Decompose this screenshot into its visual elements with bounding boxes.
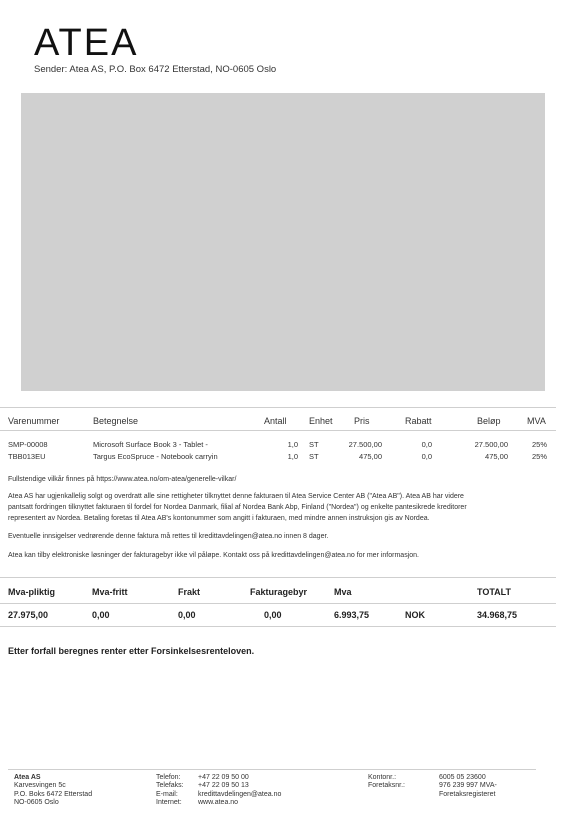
summary-header-frakt: Frakt (178, 587, 201, 597)
redacted-area (21, 93, 545, 391)
value-email[interactable]: kredittavdelingen@atea.no (198, 790, 282, 798)
footer-contact-labels (156, 774, 184, 808)
footer-account-values (439, 774, 497, 799)
cell-antall: 1,0 (287, 440, 298, 449)
footer-contact-values (198, 774, 281, 808)
assignment-text-line-2: pantsatt fordringen tilknyttet fakturaen til fordel for Nordea Danmark, filial af Nordea Bank Abp, Finland ("Nordea") og enkelte pantesikrede kreditorer (8, 504, 467, 511)
objections-text: Eventuelle innsigelser vedrørende denne faktura må rettes til kredittavdelingen@atea.no innen 8 dager. (8, 533, 329, 540)
footer-rule (8, 769, 536, 770)
cell-belop: 475,00 (485, 452, 508, 461)
value-internet[interactable]: www.atea.no (198, 799, 239, 807)
summary-mid-rule (0, 603, 556, 604)
col-header-antall: Antall (264, 416, 287, 426)
value-foretaksregister: Foretaksregisteret (439, 790, 496, 798)
table-top-rule (0, 407, 556, 408)
col-header-rabatt: Rabatt (405, 416, 432, 426)
cell-betegnelse: Microsoft Surface Book 3 - Tablet - (93, 440, 208, 449)
value-kontonr: 6005 05 23600 (439, 774, 486, 781)
footer-account-labels (368, 774, 405, 791)
col-header-varenummer: Varenummer (8, 416, 60, 426)
summary-bottom-rule (0, 626, 556, 627)
summary-value-mva: 6.993,75 (334, 610, 370, 620)
summary-header-mva-fritt: Mva-fritt (92, 587, 128, 597)
summary-value-frakt: 0,00 (178, 610, 196, 620)
footer-address (14, 774, 92, 808)
cell-rabatt: 0,0 (421, 452, 432, 461)
label-kontonr: Kontonr.: (368, 774, 397, 781)
cell-mva: 25% (531, 440, 547, 449)
col-header-pris: Pris (354, 416, 370, 426)
summary-value-mva-fritt: 0,00 (92, 610, 110, 620)
footer-postbox: P.O. Boks 6472 Etterstad (14, 790, 93, 798)
cell-pris: 475,00 (359, 452, 382, 461)
col-header-betegnelse: Betegnelse (93, 416, 139, 426)
cell-betegnelse: Targus EcoSpruce - Notebook carryin (93, 452, 218, 461)
cell-varenummer: SMP-00008 (8, 440, 48, 449)
label-email: E-mail: (156, 790, 178, 798)
assignment-text-line-3: representert av Nordea. Betaling foretas til Atea AB's kontonummer som angitt i fakturaen, med mindre annen instruksjon gis av Nordea. (8, 515, 430, 522)
value-telefaks: +47 22 09 50 13 (198, 782, 249, 790)
summary-value-mva-pliktig: 27.975,00 (8, 610, 49, 620)
col-header-belop: Beløp (477, 416, 501, 426)
summary-header-totalt: TOTALT (477, 587, 511, 597)
footer-city: NO-0605 Oslo (14, 799, 59, 807)
footer-street: Karvesvingen 5c (14, 782, 66, 790)
interest-note: Etter forfall beregnes renter etter Forsinkelsesrenteloven. (8, 646, 255, 656)
atea-logo: ATEA (34, 22, 139, 64)
sender-address: Sender: Atea AS, P.O. Box 6472 Etterstad, NO-0605 Oslo (34, 64, 277, 75)
summary-value-fakturagebyr: 0,00 (264, 610, 282, 620)
label-foretaksnr: Foretaksnr.: (368, 782, 405, 790)
summary-header-mva: Mva (334, 587, 352, 597)
cell-pris: 27.500,00 (348, 440, 382, 449)
electronic-invoice-text: Atea kan tilby elektroniske løsninger der fakturagebyr ikke vil påløpe. Kontakt oss på kredittavdelingen@atea.no for mer informasjon. (8, 552, 419, 559)
terms-text: Fullstendige vilkår finnes på https://www.atea.no/om-atea/generelle-vilkar/ (8, 476, 237, 483)
cell-rabatt: 0,0 (421, 440, 432, 449)
assignment-text-line-1: Atea AS har ugjenkallelig solgt og overdratt alle sine rettigheter tilknyttet denne fakturaen til Atea Service Center AB ("Atea AB"). Atea AB har videre (8, 493, 464, 500)
footer-company-name: Atea AS (14, 774, 41, 781)
cell-enhet: ST (309, 452, 319, 461)
cell-antall: 1,0 (287, 452, 298, 461)
cell-belop: 27.500,00 (474, 440, 508, 449)
summary-value-totalt: 34.968,75 (477, 610, 518, 620)
col-header-mva: MVA (527, 416, 546, 426)
summary-header-fakturagebyr: Fakturagebyr (250, 587, 308, 597)
summary-header-mva-pliktig: Mva-pliktig (8, 587, 56, 597)
col-header-enhet: Enhet (309, 416, 333, 426)
label-internet: Internet: (156, 799, 182, 807)
cell-varenummer: TBB013EU (8, 452, 46, 461)
label-telefon: Telefon: (156, 774, 181, 781)
value-foretaksnr: 976 239 997 MVA- (439, 782, 497, 790)
summary-value-currency: NOK (405, 610, 425, 620)
cell-enhet: ST (309, 440, 319, 449)
table-header-rule (0, 430, 556, 431)
summary-top-rule (0, 577, 556, 578)
label-telefaks: Telefaks: (156, 782, 184, 790)
value-telefon: +47 22 09 50 00 (198, 774, 249, 781)
cell-mva: 25% (531, 452, 547, 461)
